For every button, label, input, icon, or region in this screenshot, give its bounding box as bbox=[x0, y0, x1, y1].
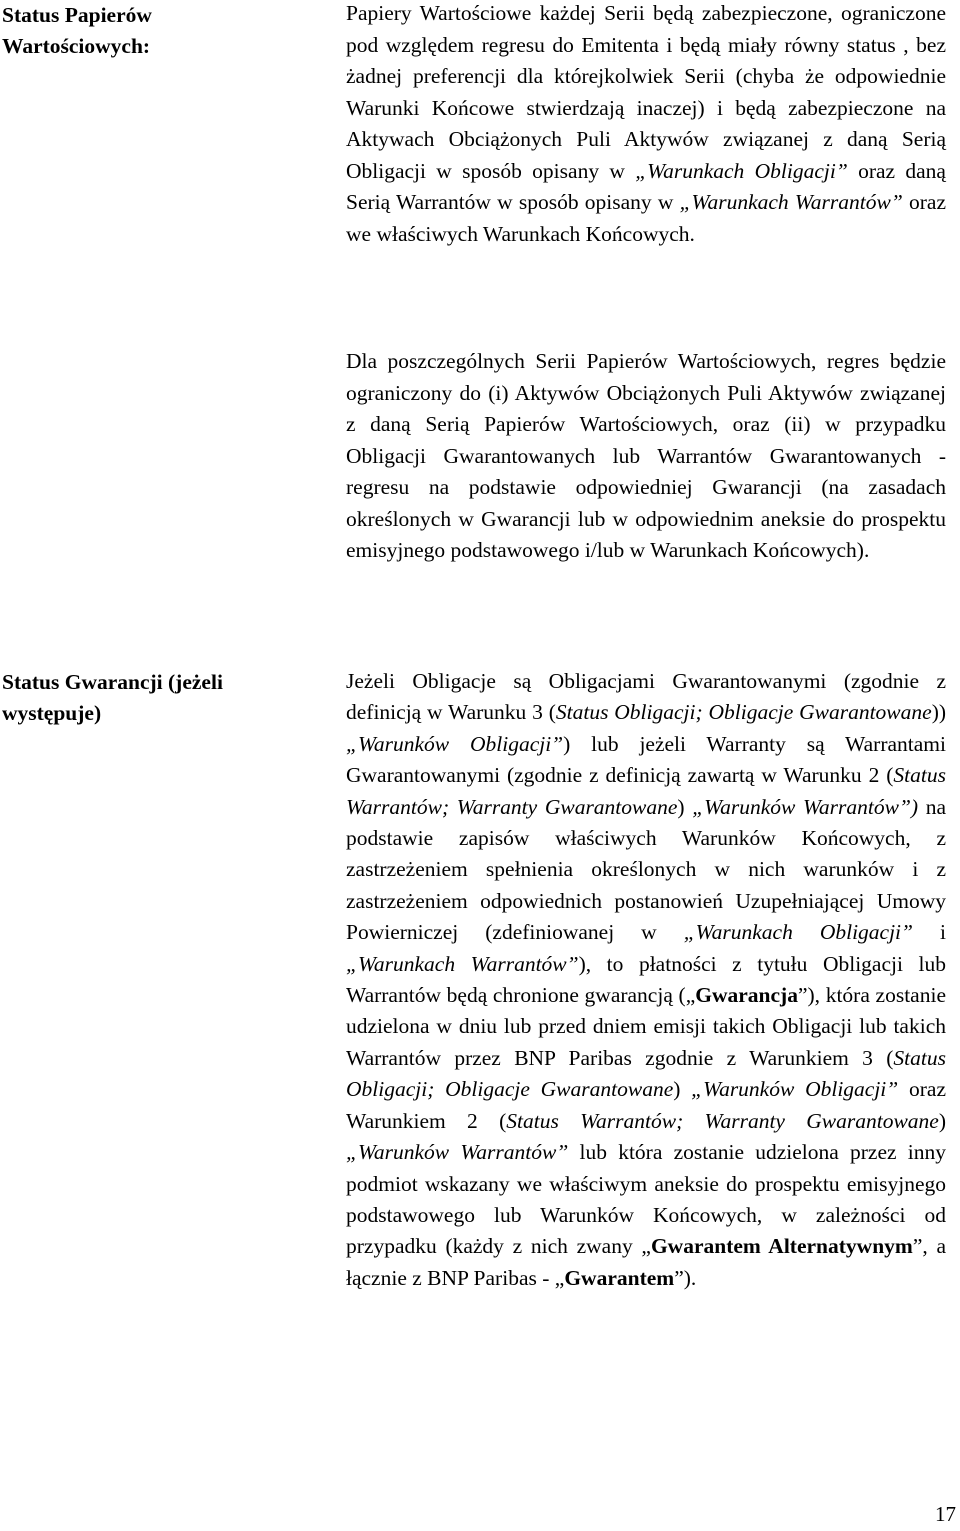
text-run: ) bbox=[938, 1108, 946, 1133]
text-run: i bbox=[913, 920, 946, 945]
status-papierow-paragraph-2: Dla poszczególnych Serii Papierów Wartościowych, regres będzie ograniczony do (i) Aktywów Obciążonych Puli Aktywów związanej z daną Serią Papierów Wartościowych, oraz (ii) w przypadku Obligacji Gwarantowanych lub Warrantów Gwarantowanych - regresu na podstawie odpowiedniej Gwarancji (na zasadach określonych w Gwarancji lub w odpowiednim aneksie do prospektu emisyjnego podstawowego i/lub w Warunkach Końcowych). bbox=[346, 349, 946, 562]
text-run: ) bbox=[673, 1077, 692, 1102]
italic-run: „Warunków Obligacji” bbox=[346, 731, 564, 756]
status-papierow-paragraph-1 bbox=[346, 0, 946, 250]
section-label-line: Status Gwarancji (jeżeli bbox=[2, 670, 223, 694]
text-run: ) bbox=[677, 794, 693, 819]
text-run: ), to płatności z tytułu Obligacji lub Warrantów będą chronione gwarancją („ bbox=[346, 951, 946, 1008]
text-run: ”), która zostanie udzielona w dniu lub przed dniem emisji takich Obligacji lub takich Warrantów przez BNP Paribas zgodnie z Warunkiem 3 ( bbox=[346, 983, 946, 1070]
italic-run: Status Obligacji; Obligacje Gwarantowane bbox=[346, 1045, 946, 1102]
bold-term: Gwarantem bbox=[564, 1265, 675, 1290]
italic-run: Status Obligacji; Obligacje Gwarantowane bbox=[555, 700, 932, 725]
italic-run: „Warunkach Warrantów” bbox=[346, 951, 579, 976]
section-label-status-gwarancji bbox=[2, 667, 302, 729]
italic-run: „Warunkach Obligacji” bbox=[683, 920, 913, 945]
bold-term: Gwarancja bbox=[695, 983, 798, 1008]
italic-run: „Warunków Warrantów” bbox=[346, 1140, 569, 1165]
text-run: oraz Warunkiem 2 ( bbox=[346, 1077, 946, 1133]
section-label-line: Wartościowych: bbox=[2, 34, 151, 58]
italic-run: „Warunków Warrantów”) bbox=[692, 794, 919, 819]
text-run: Papiery Wartościowe każdej Serii będą zabezpieczone, ograniczone pod względem regresu do Emitenta i będą miały równy status , bez żadnej preferencji dla którejkolwiek Serii (chyba że odpowiednie Warunki Końcowe stwierdzają inaczej) i będą zabezpieczone na Aktywach Obciążonych Puli Aktywów związanej z daną Serią Obligacji w sposób opisany w bbox=[346, 1, 946, 183]
text-run: lub która zostanie udzielona przez inny podmiot wskazany we właściwym aneksie do prospektu emisyjnego podstawowego lub Warunków Końcowych, w zależności od przypadku (każdy z nich zwany „ bbox=[346, 1140, 946, 1259]
text-run: oraz daną Serią Warrantów w sposób opisany w bbox=[346, 158, 946, 214]
text-run: na podstawie zapisów właściwych Warunków Końcowych, z zastrzeżeniem spełnienia określonych w nich warunków i z zastrzeżeniem odpowiednich postanowień Uzupełniającej Umowy Powierniczej (zdefiniowanej w bbox=[346, 794, 947, 945]
text-run: ”). bbox=[674, 1265, 697, 1290]
text-run: ) lub jeżeli Warranty są Warrantami Gwarantowanymi (zgodnie z definicją zawartą w Warunku 2 ( bbox=[346, 731, 946, 788]
status-gwarancji-paragraph bbox=[346, 666, 946, 1294]
text-run: Jeżeli Obligacje są Obligacjami Gwarantowanymi (zgodnie z definicją w Warunku 3 ( bbox=[346, 669, 946, 725]
text-run: ”, a łącznie z BNP Paribas - „ bbox=[346, 1234, 946, 1290]
text-run: oraz we właściwych Warunkach Końcowych. bbox=[346, 190, 946, 246]
italic-run: „Warunkach Warrantów” bbox=[679, 190, 903, 214]
italic-run: Status Warrantów; Warranty Gwarantowane bbox=[506, 1108, 939, 1133]
section-label-line: Status Papierów bbox=[2, 3, 152, 27]
page-number: 17 bbox=[935, 1502, 956, 1526]
bold-term: Gwarantem Alternatywnym bbox=[650, 1234, 913, 1259]
section-label-status-papierow bbox=[2, 0, 302, 62]
italic-run: Status Warrantów; Warranty Gwarantowane bbox=[346, 763, 946, 819]
italic-run: „Warunków Obligacji” bbox=[691, 1077, 899, 1102]
section-label-line: występuje) bbox=[2, 701, 102, 725]
text-run: )) bbox=[931, 700, 947, 725]
italic-run: „Warunkach Obligacji” bbox=[635, 158, 848, 183]
